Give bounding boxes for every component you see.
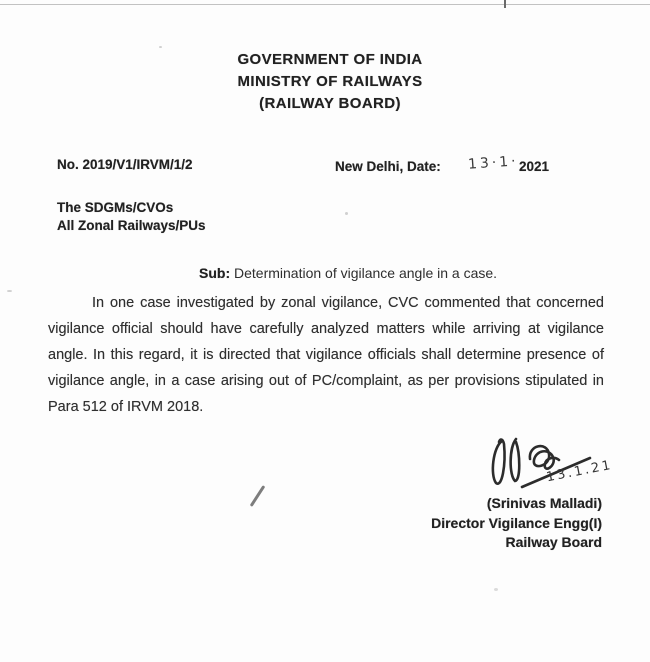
subject-line [199,265,497,281]
addressee-line-2: All Zonal Railways/PUs [57,217,206,233]
scan-edge-line [0,4,650,5]
scan-speck [7,290,12,292]
letterhead-line-ministry: MINISTRY OF RAILWAYS [237,73,423,90]
signature-handwritten-date: 13.1.21 [545,457,614,486]
addressee-block [57,199,206,234]
scan-tick-mark [504,0,506,8]
letterhead-line-government: GOVERNMENT OF INDIA [237,51,423,68]
letterhead [10,49,650,115]
subject-text: Determination of vigilance angle in a case. [230,265,498,281]
reference-number: No. 2019/V1/IRVM/1/2 [57,157,193,172]
signatory-block [431,494,602,553]
stray-pen-mark [250,485,266,507]
body-paragraph: In one case investigated by zonal vigilance, CVC commented that concerned vigilance official should have carefully analyzed matters while arriving at vigilance angle. In this regard, it is directed that vigilance officials shall determine presence of vigilance angle, in a case arising out of PC/complaint, as per provisions stipulated in Para 512 of IRVM 2018. [48,295,604,415]
letterhead-line-board: (RAILWAY BOARD) [259,95,401,112]
scan-speck [159,46,162,48]
subject-label: Sub: [199,265,231,281]
signatory-designation: Director Vigilance Engg(I) [431,514,602,531]
handwritten-date: 13·1· [467,153,520,173]
signatory-organization: Railway Board [505,534,602,550]
place-date-label: New Delhi, Date: [335,159,441,174]
scan-speck [494,588,498,591]
addressee-line-1: The SDGMs/CVOs [57,200,174,215]
printed-year: 2021 [519,159,550,174]
scan-speck [345,212,348,215]
signatory-name: (Srinivas Malladi) [486,495,602,511]
